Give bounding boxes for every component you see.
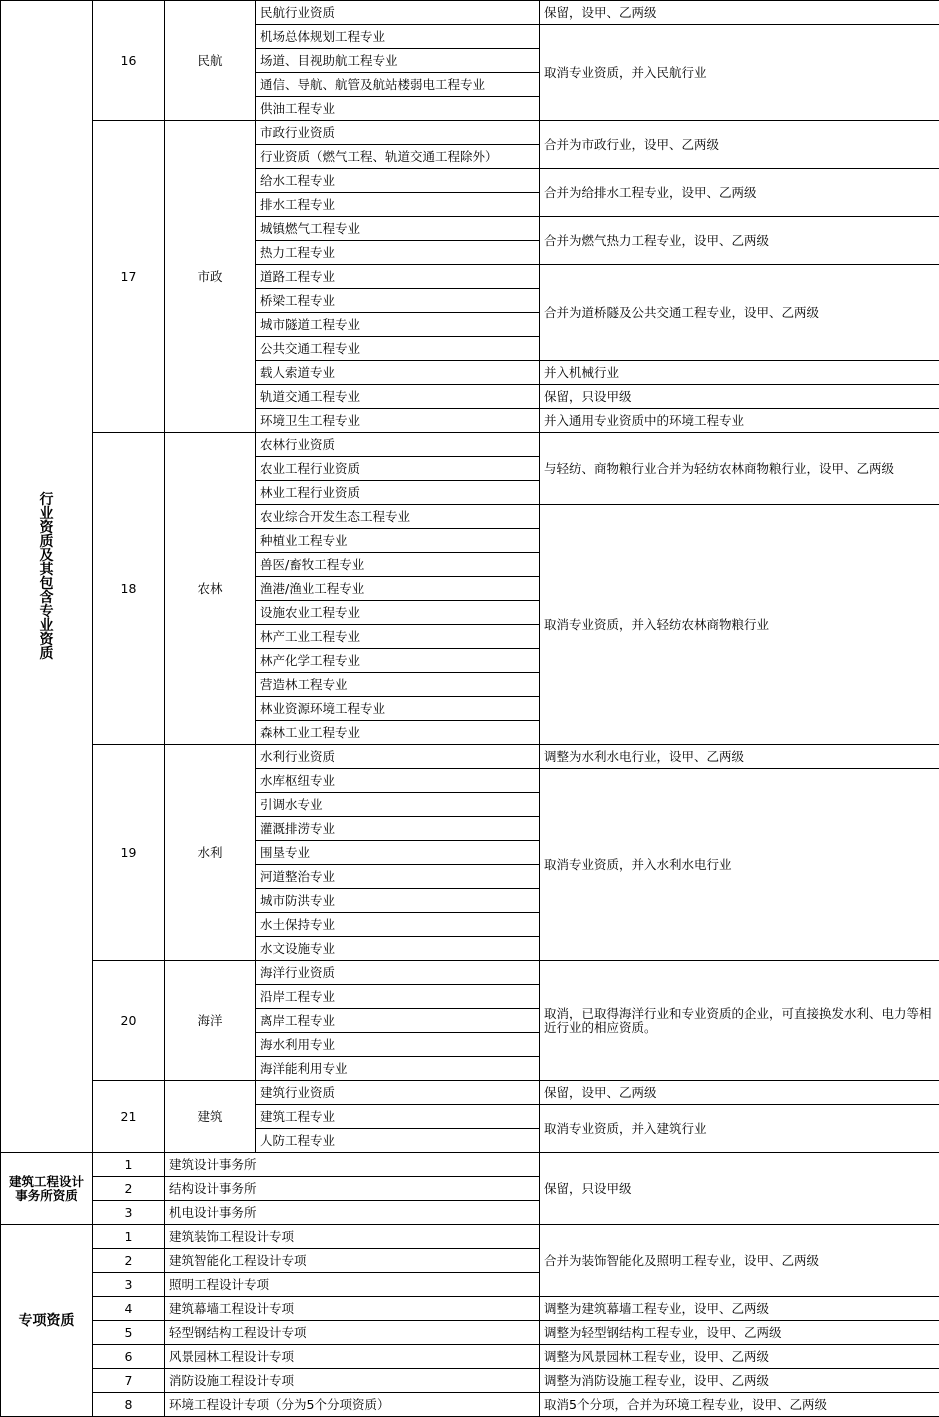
item-note: 取消专业资质，并入轻纺农林商物粮行业	[540, 505, 939, 745]
item-number: 1	[93, 1153, 165, 1177]
item-name: 营造林工程专业	[256, 673, 540, 697]
table-row	[1, 1345, 939, 1369]
item-name: 建筑装饰工程设计专项	[165, 1225, 540, 1249]
table-row	[1, 1, 939, 25]
item-name: 海洋能利用专业	[256, 1057, 540, 1081]
table-row	[1, 961, 939, 985]
item-name: 林业资源环境工程专业	[256, 697, 540, 721]
item-name: 照明工程设计专项	[165, 1273, 540, 1297]
group-number: 20	[93, 961, 165, 1081]
item-name: 城镇燃气工程专业	[256, 217, 540, 241]
item-name: 市政行业资质	[256, 121, 540, 145]
table-row	[1, 1321, 939, 1345]
group-number: 16	[93, 1, 165, 121]
item-note: 合并为给排水工程专业，设甲、乙两级	[540, 169, 939, 217]
item-name: 兽医/畜牧工程专业	[256, 553, 540, 577]
item-name: 城市隧道工程专业	[256, 313, 540, 337]
item-name: 城市防洪专业	[256, 889, 540, 913]
item-note: 保留，只设甲级	[540, 1153, 939, 1225]
item-name: 民航行业资质	[256, 1, 540, 25]
item-name: 风景园林工程设计专项	[165, 1345, 540, 1369]
item-name: 农业综合开发生态工程专业	[256, 505, 540, 529]
item-name: 灌溉排涝专业	[256, 817, 540, 841]
table-row	[1, 1225, 939, 1249]
table-row	[1, 121, 939, 145]
item-note: 并入机械行业	[540, 361, 939, 385]
item-name: 通信、导航、航管及航站楼弱电工程专业	[256, 73, 540, 97]
group-number: 18	[93, 433, 165, 745]
item-note: 保留，只设甲级	[540, 385, 939, 409]
item-name: 水库枢纽专业	[256, 769, 540, 793]
item-name: 森林工业工程专业	[256, 721, 540, 745]
item-note: 合并为道桥隧及公共交通工程专业，设甲、乙两级	[540, 265, 939, 361]
item-name: 农业工程行业资质	[256, 457, 540, 481]
item-note: 取消专业资质，并入水利水电行业	[540, 769, 939, 961]
item-number: 7	[93, 1369, 165, 1393]
industry-name: 民航	[165, 1, 256, 121]
item-note: 合并为装饰智能化及照明工程专业，设甲、乙两级	[540, 1225, 939, 1297]
item-name: 建筑设计事务所	[165, 1153, 540, 1177]
item-name: 道路工程专业	[256, 265, 540, 289]
item-number: 6	[93, 1345, 165, 1369]
table-row	[1, 1297, 939, 1321]
item-name: 环境工程设计专项（分为5个分项资质）	[165, 1393, 540, 1417]
item-note: 取消5个分项，合并为环境工程专业，设甲、乙两级	[540, 1393, 939, 1417]
item-name: 载人索道专业	[256, 361, 540, 385]
item-name: 河道整治专业	[256, 865, 540, 889]
item-name: 消防设施工程设计专项	[165, 1369, 540, 1393]
item-number: 2	[93, 1249, 165, 1273]
item-number: 8	[93, 1393, 165, 1417]
item-name: 建筑工程专业	[256, 1105, 540, 1129]
item-name: 离岸工程专业	[256, 1009, 540, 1033]
item-name: 水文设施专业	[256, 937, 540, 961]
item-number: 3	[93, 1201, 165, 1225]
item-note: 调整为水利水电行业，设甲、乙两级	[540, 745, 939, 769]
item-name: 建筑行业资质	[256, 1081, 540, 1105]
item-note: 取消专业资质，并入民航行业	[540, 25, 939, 121]
item-note: 调整为风景园林工程专业，设甲、乙两级	[540, 1345, 939, 1369]
item-name: 人防工程专业	[256, 1129, 540, 1153]
item-name: 沿岸工程专业	[256, 985, 540, 1009]
item-number: 5	[93, 1321, 165, 1345]
item-note: 与轻纺、商物粮行业合并为轻纺农林商物粮行业，设甲、乙两级	[540, 433, 939, 505]
section-special-label: 专项资质	[1, 1225, 93, 1417]
item-note: 合并为燃气热力工程专业，设甲、乙两级	[540, 217, 939, 265]
item-name: 轨道交通工程专业	[256, 385, 540, 409]
industry-name: 建筑	[165, 1081, 256, 1153]
group-number: 19	[93, 745, 165, 961]
item-note: 并入通用专业资质中的环境工程专业	[540, 409, 939, 433]
item-name: 水土保持专业	[256, 913, 540, 937]
item-name: 水利行业资质	[256, 745, 540, 769]
group-number: 17	[93, 121, 165, 433]
item-note: 合并为市政行业，设甲、乙两级	[540, 121, 939, 169]
item-name: 场道、目视助航工程专业	[256, 49, 540, 73]
section-firm-label: 建筑工程设计 事务所资质	[1, 1153, 93, 1225]
industry-name: 海洋	[165, 961, 256, 1081]
table-row	[1, 1153, 939, 1177]
item-number: 4	[93, 1297, 165, 1321]
table-row	[1, 745, 939, 769]
item-name: 给水工程专业	[256, 169, 540, 193]
item-number: 1	[93, 1225, 165, 1249]
table-row	[1, 1393, 939, 1417]
item-note: 取消专业资质，并入建筑行业	[540, 1105, 939, 1153]
item-name: 建筑智能化工程设计专项	[165, 1249, 540, 1273]
item-name: 公共交通工程专业	[256, 337, 540, 361]
item-note: 调整为消防设施工程专业，设甲、乙两级	[540, 1369, 939, 1393]
table-row	[1, 1369, 939, 1393]
item-note: 调整为轻型钢结构工程专业，设甲、乙两级	[540, 1321, 939, 1345]
item-name: 桥梁工程专业	[256, 289, 540, 313]
item-name: 供油工程专业	[256, 97, 540, 121]
item-note: 取消，已取得海洋行业和专业资质的企业，可直接换发水利、电力等相近行业的相应资质。	[540, 961, 939, 1081]
industry-name: 市政	[165, 121, 256, 433]
item-name: 渔港/渔业工程专业	[256, 577, 540, 601]
item-name: 围垦专业	[256, 841, 540, 865]
item-name: 机场总体规划工程专业	[256, 25, 540, 49]
item-number: 2	[93, 1177, 165, 1201]
item-name: 农林行业资质	[256, 433, 540, 457]
table-row	[1, 1081, 939, 1105]
item-name: 林业工程行业资质	[256, 481, 540, 505]
item-name: 结构设计事务所	[165, 1177, 540, 1201]
group-number: 21	[93, 1081, 165, 1153]
item-name: 林产化学工程专业	[256, 649, 540, 673]
item-note: 调整为建筑幕墙工程专业，设甲、乙两级	[540, 1297, 939, 1321]
item-name: 林产工业工程专业	[256, 625, 540, 649]
item-name: 热力工程专业	[256, 241, 540, 265]
industry-name: 农林	[165, 433, 256, 745]
section-industry-label: 行业资质及其包含专业资质	[1, 1, 93, 1153]
item-name: 设施农业工程专业	[256, 601, 540, 625]
item-note: 保留，设甲、乙两级	[540, 1, 939, 25]
table-row	[1, 433, 939, 457]
industry-name: 水利	[165, 745, 256, 961]
item-name: 引调水专业	[256, 793, 540, 817]
item-name: 建筑幕墙工程设计专项	[165, 1297, 540, 1321]
item-name: 海水利用专业	[256, 1033, 540, 1057]
item-name: 行业资质（燃气工程、轨道交通工程除外）	[256, 145, 540, 169]
item-number: 3	[93, 1273, 165, 1297]
item-note: 保留，设甲、乙两级	[540, 1081, 939, 1105]
item-name: 排水工程专业	[256, 193, 540, 217]
item-name: 环境卫生工程专业	[256, 409, 540, 433]
item-name: 机电设计事务所	[165, 1201, 540, 1225]
item-name: 海洋行业资质	[256, 961, 540, 985]
item-name: 轻型钢结构工程设计专项	[165, 1321, 540, 1345]
item-name: 种植业工程专业	[256, 529, 540, 553]
